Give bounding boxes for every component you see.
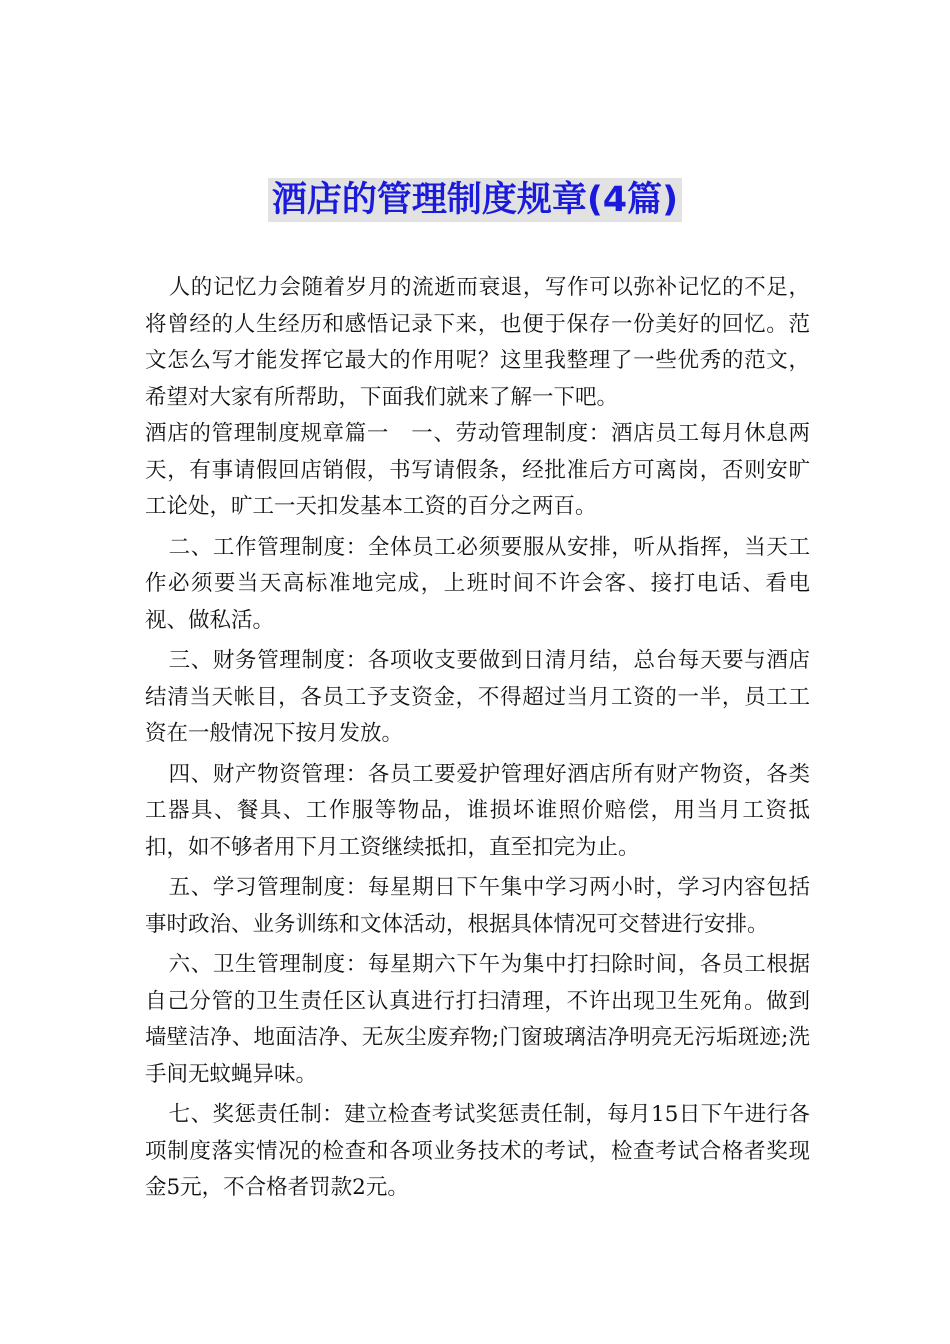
section-work-paragraph: 二、工作管理制度：全体员工必须要服从安排，听从指挥，当天工作必须要当天高标准地完成，上班时间不许会客、接打电话、看电视、做私活。 xyxy=(145,534,810,633)
section-hygiene-paragraph: 六、卫生管理制度：每星期六下午为集中打扫除时间，各员工根据自己分管的卫生责任区认真进行打扫清理，不许出现卫生死角。做到墙壁洁净、地面洁净、无灰尘废弃物;门窗玻璃洁净明亮无污垢斑迹;洗手间无蚊蝇异味。 xyxy=(145,952,810,1087)
section-finance-paragraph: 三、财务管理制度：各项收支要做到日清月结，总台每天要与酒店结清当天帐目，各员工予支资金，不得超过当月工资的一半，员工工资在一般情况下按月发放。 xyxy=(145,648,810,746)
section-study-paragraph: 五、学习管理制度：每星期日下午集中学习两小时，学习内容包括事时政治、业务训练和文体活动，根据具体情况可交替进行安排。 xyxy=(145,875,810,937)
intro-paragraph: 人的记忆力会随着岁月的流逝而衰退，写作可以弥补记忆的不足，将曾经的人生经历和感悟记录下来，也便于保存一份美好的回忆。范文怎么写才能发挥它最大的作用呢？这里我整理了一些优秀的范文，希望对大家有所帮助，下面我们就来了解一下吧。 xyxy=(145,275,810,410)
section-rewards-paragraph: 七、奖惩责任制：建立检查考试奖惩责任制，每月15日下午进行各项制度落实情况的检查和各项业务技术的考试，检查考试合格者奖现金5元，不合格者罚款2元。 xyxy=(145,1102,810,1200)
section-property-paragraph: 四、财产物资管理：各员工要爱护管理好酒店所有财产物资，各类工器具、餐具、工作服等物品，谁损坏谁照价赔偿，用当月工资抵扣，如不够者用下月工资继续抵扣，直至扣完为止。 xyxy=(145,761,810,860)
document-title: 酒店的管理制度规章(4篇) xyxy=(268,178,682,222)
title-container xyxy=(0,178,950,222)
document-body xyxy=(145,270,810,1207)
section-labor-paragraph: 酒店的管理制度规章篇一 一、劳动管理制度：酒店员工每月休息两天，有事请假回店销假，书写请假条，经批准后方可离岗，否则安旷工论处，旷工一天扣发基本工资的百分之两百。 xyxy=(145,421,810,519)
